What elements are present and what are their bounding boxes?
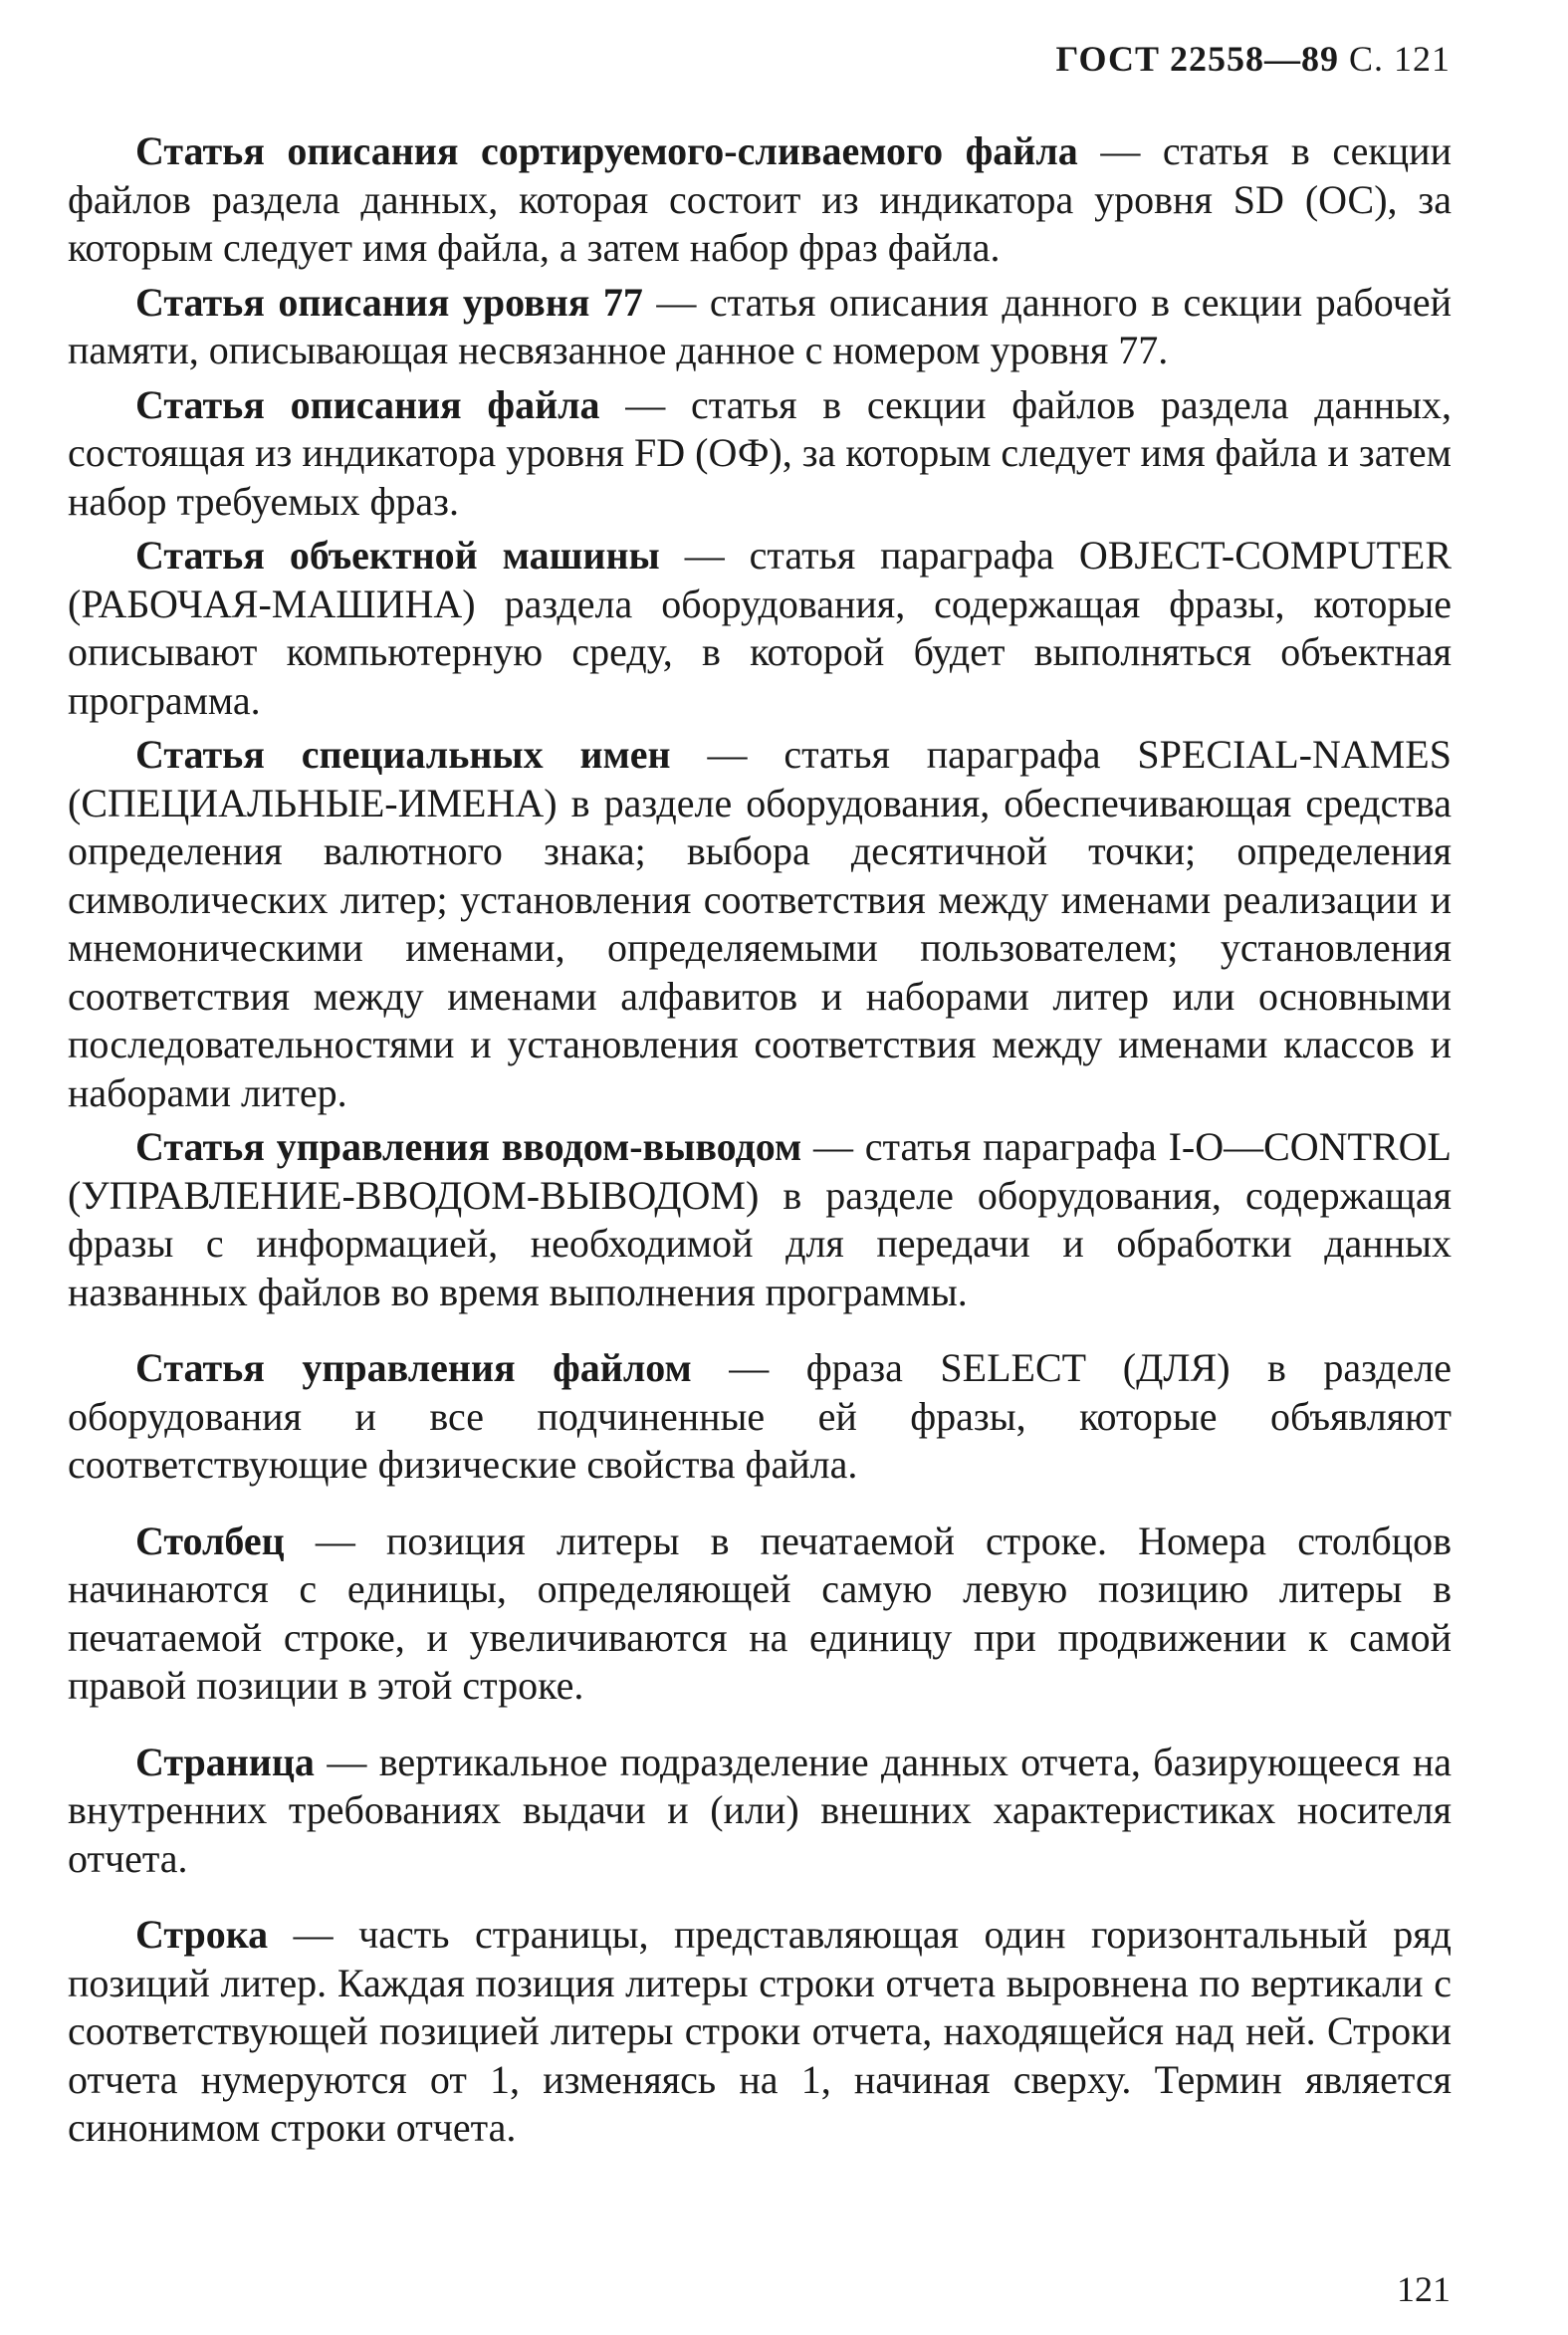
page-number: 121 [1397, 2269, 1451, 2309]
entry-definition: — позиция литеры в печатаемой строке. Номера столбцов начинаются с единицы, определяющей самую левую позицию литеры в печатаемой строке, и увеличиваются на единицу при продвижении к самой правой позиции в этой строке. [68, 1518, 1452, 1708]
entry-term: Строка [135, 1912, 269, 1957]
entry-definition: — вертикальное подразделение данных отчета, базирующееся на внутренних требованиях выдачи и (или) внешних характеристиках носителя отчета. [68, 1739, 1452, 1881]
glossary-body [68, 127, 1452, 2159]
glossary-entry [68, 532, 1452, 725]
entry-term: Статья описания уровня 77 [135, 279, 643, 325]
glossary-entry [68, 731, 1452, 1117]
glossary-entry [68, 1344, 1452, 1490]
standard-designation: ГОСТ 22558—89 [1055, 39, 1339, 79]
glossary-entry [68, 1911, 1452, 2153]
glossary-entry [68, 127, 1452, 273]
glossary-entry [68, 1739, 1452, 1884]
glossary-entry [68, 279, 1452, 375]
entry-term: Статья описания файла [135, 381, 600, 427]
entry-term: Статья специальных имен [135, 732, 671, 777]
glossary-entry [68, 381, 1452, 527]
entry-definition: — статья параграфа I-O—CONTROL (УПРАВЛЕНИЕ-ВВОДОМ-ВЫВОДОМ) в разделе оборудования, содержащая фразы с информацией, необходимой для передачи и обработки данных названных файлов во время выполнения программы. [68, 1124, 1452, 1314]
entry-term: Статья описания сортируемого-сливаемого файла [135, 128, 1078, 173]
entry-definition: — фраза SELECT (ДЛЯ) в разделе оборудования и все подчиненные ей фразы, которые объявляют соответствующие физические свойства файла. [68, 1345, 1452, 1487]
entry-definition: — часть страницы, представляющая один горизонтальный ряд позиций литер. Каждая позиция литеры строки отчета выровнена по вертикали с соответствующей позицией литеры строки отчета, находящейся над ней. Строки отчета нумеруются от 1, изменяясь на 1, начиная сверху. Термин является синонимом строки отчета. [68, 1912, 1452, 2150]
page-header [1056, 38, 1451, 80]
entry-definition: — статья параграфа SPECIAL-NAMES (СПЕЦИАЛЬНЫЕ-ИМЕНА) в разделе оборудования, обеспечивающая средства определения валютного знака; выбора десятичной точки; определения символических литер; установления соответствия между именами реализации и мнемоническими именами, определяемыми пользователем; установления соответствия между именами алфавитов и наборами литер или основными последовательностями и установления соответствия между именами классов и наборами литер. [68, 732, 1452, 1115]
entry-term: Статья управления вводом-выводом [135, 1124, 802, 1169]
entry-definition: — статья параграфа OBJECT-COMPUTER (РАБОЧАЯ-МАШИНА) раздела оборудования, содержащая фразы, которые описывают компьютерную среду, в которой будет выполняться объектная программа. [68, 533, 1453, 723]
entry-term: Столбец [135, 1518, 285, 1563]
entry-term: Страница [135, 1739, 315, 1784]
glossary-entry [68, 1123, 1452, 1316]
entry-definition: — статья в секции файлов раздела данных, состоящая из индикатора уровня FD (ОФ), за которым следует имя файла и затем набор требуемых фраз. [68, 381, 1453, 524]
header-page-ref: С. 121 [1348, 39, 1451, 79]
entry-term: Статья управления файлом [135, 1345, 692, 1390]
entry-definition: — статья описания данного в секции рабочей памяти, описывающая несвязанное данное с номером уровня 77. [68, 279, 1452, 372]
entry-definition: — статья в секции файлов раздела данных, которая состоит из индикатора уровня SD (ОС), за которым следует имя файла, а затем набор фраз файла. [68, 128, 1452, 270]
glossary-entry [68, 1518, 1452, 1711]
entry-term: Статья объектной машины [135, 533, 660, 578]
